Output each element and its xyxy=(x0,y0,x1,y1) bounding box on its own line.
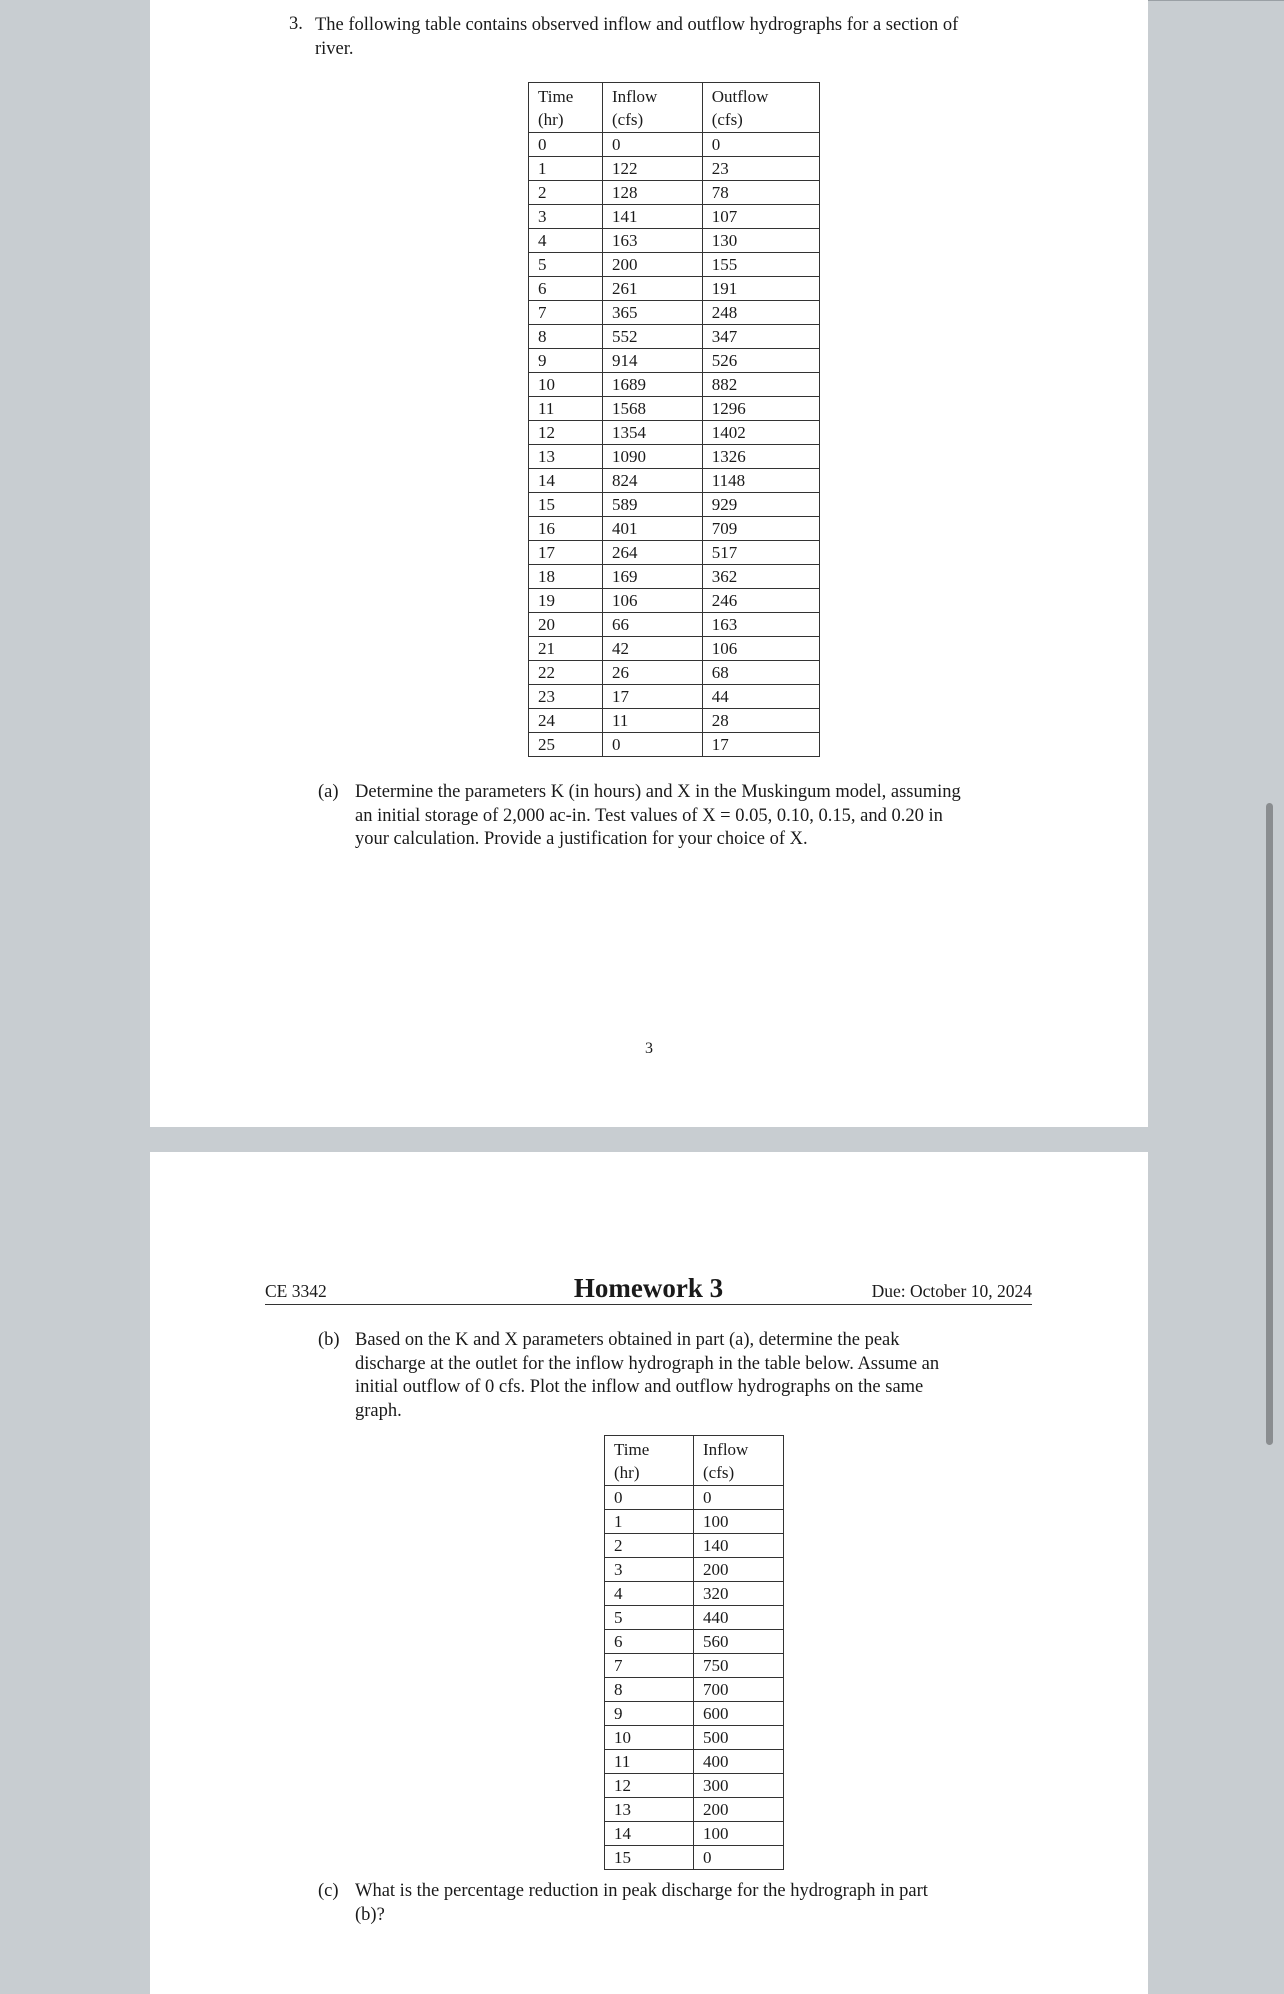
table-row xyxy=(605,1606,784,1630)
table-row xyxy=(605,1534,784,1558)
table-cell: 300 xyxy=(694,1774,784,1798)
table-row xyxy=(605,1774,784,1798)
table-cell: 0 xyxy=(694,1846,784,1870)
table-cell: 3 xyxy=(605,1558,694,1582)
table-cell: 17 xyxy=(603,685,703,709)
table-row xyxy=(529,277,820,301)
table-row xyxy=(529,661,820,685)
table-cell: 22 xyxy=(529,661,603,685)
homework-title: Homework 3 xyxy=(573,1273,724,1303)
table-cell: 7 xyxy=(529,301,603,325)
table-row xyxy=(529,589,820,613)
table-cell: 3 xyxy=(529,205,603,229)
table-cell: 6 xyxy=(529,277,603,301)
table-row xyxy=(529,493,820,517)
table-cell: 42 xyxy=(603,637,703,661)
part-b-line-3: initial outflow of 0 cfs. Plot the inflow and outflow hydrographs on the same xyxy=(355,1377,924,1397)
table-cell: 400 xyxy=(694,1750,784,1774)
table-row xyxy=(529,157,820,181)
table-cell: 15 xyxy=(529,493,603,517)
header-time: Time (hr) xyxy=(529,83,603,133)
table-cell: 106 xyxy=(603,589,703,613)
table-row xyxy=(529,421,820,445)
table-cell: 560 xyxy=(694,1630,784,1654)
table-cell: 28 xyxy=(702,709,819,733)
table-row xyxy=(605,1654,784,1678)
part-b-line-4: graph. xyxy=(355,1400,402,1421)
table-cell: 7 xyxy=(605,1654,694,1678)
table-cell: 552 xyxy=(603,325,703,349)
table-cell: 1354 xyxy=(603,421,703,445)
table-cell: 141 xyxy=(603,205,703,229)
table-row xyxy=(529,565,820,589)
part-c-label: (c) xyxy=(318,1881,339,1901)
part-a-line-3: your calculation. Provide a justification for your choice of X. xyxy=(355,829,808,849)
table-row xyxy=(529,373,820,397)
question-text xyxy=(315,14,1035,61)
header-inflow: Inflow (cfs) xyxy=(603,83,703,133)
due-date: Due: October 10, 2024 xyxy=(871,1281,1032,1301)
table-cell: 882 xyxy=(702,373,819,397)
table-cell: 44 xyxy=(702,685,819,709)
table-header-row xyxy=(605,1436,784,1486)
table-cell: 12 xyxy=(529,421,603,445)
table-cell: 100 xyxy=(694,1822,784,1846)
course-code: CE 3342 xyxy=(265,1281,327,1301)
table-cell: 2 xyxy=(529,181,603,205)
table-row xyxy=(529,397,820,421)
table-cell: 78 xyxy=(702,181,819,205)
table-cell: 1 xyxy=(605,1510,694,1534)
table-row xyxy=(529,613,820,637)
part-b-label: (b) xyxy=(318,1330,340,1350)
table-cell: 23 xyxy=(529,685,603,709)
table-cell: 18 xyxy=(529,565,603,589)
question-number: 3. xyxy=(289,14,303,34)
table-cell: 13 xyxy=(605,1798,694,1822)
table-cell: 130 xyxy=(702,229,819,253)
question-line-1: The following table contains observed inflow and outflow hydrographs for a section of xyxy=(315,15,959,35)
table-cell: 500 xyxy=(694,1726,784,1750)
table-cell: 1402 xyxy=(702,421,819,445)
table-row xyxy=(605,1726,784,1750)
table-cell: 11 xyxy=(529,397,603,421)
table-cell: 23 xyxy=(702,157,819,181)
table-row xyxy=(529,301,820,325)
table-cell: 21 xyxy=(529,637,603,661)
table-cell: 6 xyxy=(605,1630,694,1654)
table-cell: 261 xyxy=(603,277,703,301)
document-page-2 xyxy=(150,1152,1148,1994)
table-cell: 264 xyxy=(603,541,703,565)
table-row xyxy=(605,1582,784,1606)
table-header-row xyxy=(529,83,820,133)
table-cell: 824 xyxy=(603,469,703,493)
table-cell: 26 xyxy=(603,661,703,685)
table-cell: 526 xyxy=(702,349,819,373)
table-row xyxy=(529,709,820,733)
table-row xyxy=(529,445,820,469)
table-row xyxy=(529,517,820,541)
table-row xyxy=(529,733,820,757)
table-cell: 122 xyxy=(603,157,703,181)
table-cell: 0 xyxy=(605,1486,694,1510)
table-cell: 8 xyxy=(529,325,603,349)
table-cell: 191 xyxy=(702,277,819,301)
table-cell: 14 xyxy=(529,469,603,493)
table-cell: 4 xyxy=(605,1582,694,1606)
table-cell: 155 xyxy=(702,253,819,277)
header-outflow: Outflow (cfs) xyxy=(702,83,819,133)
table-row xyxy=(605,1630,784,1654)
table-cell: 1326 xyxy=(702,445,819,469)
table-cell: 17 xyxy=(529,541,603,565)
part-b-line-2: discharge at the outlet for the inflow hydrograph in the table below. Assume an xyxy=(355,1353,940,1374)
table-cell: 140 xyxy=(694,1534,784,1558)
table-cell: 5 xyxy=(605,1606,694,1630)
part-a-label: (a) xyxy=(318,782,339,802)
table-cell: 1 xyxy=(529,157,603,181)
table-row xyxy=(605,1750,784,1774)
table-cell: 15 xyxy=(605,1846,694,1870)
table-cell: 2 xyxy=(605,1534,694,1558)
table-cell: 0 xyxy=(603,733,703,757)
question-line-2: river. xyxy=(315,38,354,59)
table-row xyxy=(529,541,820,565)
table-cell: 0 xyxy=(702,133,819,157)
page-number: 3 xyxy=(645,1040,653,1057)
table-cell: 12 xyxy=(605,1774,694,1798)
table-cell: 4 xyxy=(529,229,603,253)
table-cell: 750 xyxy=(694,1654,784,1678)
table-cell: 169 xyxy=(603,565,703,589)
table-cell: 1689 xyxy=(603,373,703,397)
table-cell: 347 xyxy=(702,325,819,349)
table-cell: 5 xyxy=(529,253,603,277)
table-row xyxy=(529,181,820,205)
table-cell: 517 xyxy=(702,541,819,565)
table-cell: 128 xyxy=(603,181,703,205)
table-cell: 11 xyxy=(605,1750,694,1774)
table-row xyxy=(529,469,820,493)
table-cell: 24 xyxy=(529,709,603,733)
table-row xyxy=(605,1510,784,1534)
part-a-line-1: Determine the parameters K (in hours) and X in the Muskingum model, assuming xyxy=(355,782,961,802)
part-b-line-1: Based on the K and X parameters obtained in part (a), determine the peak xyxy=(355,1330,900,1350)
table-cell: 9 xyxy=(605,1702,694,1726)
table-cell: 66 xyxy=(603,613,703,637)
table-cell: 100 xyxy=(694,1510,784,1534)
table-cell: 11 xyxy=(603,709,703,733)
table-row xyxy=(605,1798,784,1822)
table-cell: 68 xyxy=(702,661,819,685)
table-cell: 10 xyxy=(529,373,603,397)
table-cell: 1568 xyxy=(603,397,703,421)
table-cell: 200 xyxy=(694,1798,784,1822)
table-cell: 246 xyxy=(702,589,819,613)
table-row xyxy=(529,229,820,253)
table-cell: 9 xyxy=(529,349,603,373)
table-cell: 163 xyxy=(603,229,703,253)
table-cell: 20 xyxy=(529,613,603,637)
table-cell: 600 xyxy=(694,1702,784,1726)
part-c-line-2: (b)? xyxy=(355,1904,385,1925)
vertical-scrollbar[interactable] xyxy=(1266,803,1273,1445)
table-row xyxy=(605,1702,784,1726)
table-cell: 365 xyxy=(603,301,703,325)
table-cell: 107 xyxy=(702,205,819,229)
table-cell: 362 xyxy=(702,565,819,589)
table-row xyxy=(529,349,820,373)
header-time: Time (hr) xyxy=(605,1436,694,1486)
table-row xyxy=(605,1846,784,1870)
table-cell: 13 xyxy=(529,445,603,469)
table-cell: 401 xyxy=(603,517,703,541)
table-cell: 16 xyxy=(529,517,603,541)
table-cell: 200 xyxy=(694,1558,784,1582)
table-cell: 440 xyxy=(694,1606,784,1630)
table-cell: 14 xyxy=(605,1822,694,1846)
table-cell: 17 xyxy=(702,733,819,757)
table-row xyxy=(529,133,820,157)
table-row xyxy=(529,205,820,229)
table-cell: 8 xyxy=(605,1678,694,1702)
header-inflow: Inflow (cfs) xyxy=(694,1436,784,1486)
table-cell: 320 xyxy=(694,1582,784,1606)
table-cell: 248 xyxy=(702,301,819,325)
table-cell: 709 xyxy=(702,517,819,541)
window-edge-line xyxy=(1148,0,1284,1)
document-page-1 xyxy=(150,0,1148,1127)
table-row xyxy=(529,325,820,349)
inflow-outflow-table xyxy=(528,82,820,757)
table-cell: 1296 xyxy=(702,397,819,421)
part-a-line-2: an initial storage of 2,000 ac-in. Test values of X = 0.05, 0.10, 0.15, and 0.20 in xyxy=(355,805,943,826)
table-row xyxy=(529,253,820,277)
table-cell: 0 xyxy=(694,1486,784,1510)
table-cell: 1090 xyxy=(603,445,703,469)
table-row xyxy=(605,1486,784,1510)
inflow-table xyxy=(604,1435,784,1870)
table-cell: 1148 xyxy=(702,469,819,493)
table-cell: 0 xyxy=(529,133,603,157)
table-cell: 929 xyxy=(702,493,819,517)
table-cell: 106 xyxy=(702,637,819,661)
part-c-line-1: What is the percentage reduction in peak discharge for the hydrograph in part xyxy=(355,1881,928,1901)
table-cell: 163 xyxy=(702,613,819,637)
table-cell: 700 xyxy=(694,1678,784,1702)
table-cell: 10 xyxy=(605,1726,694,1750)
table-cell: 914 xyxy=(603,349,703,373)
page-header xyxy=(265,1270,1032,1305)
table-cell: 589 xyxy=(603,493,703,517)
table-row xyxy=(605,1558,784,1582)
table-row xyxy=(605,1678,784,1702)
table-row xyxy=(529,685,820,709)
table-row xyxy=(529,637,820,661)
table-cell: 19 xyxy=(529,589,603,613)
table-cell: 0 xyxy=(603,133,703,157)
table-cell: 200 xyxy=(603,253,703,277)
table-cell: 25 xyxy=(529,733,603,757)
table-row xyxy=(605,1822,784,1846)
